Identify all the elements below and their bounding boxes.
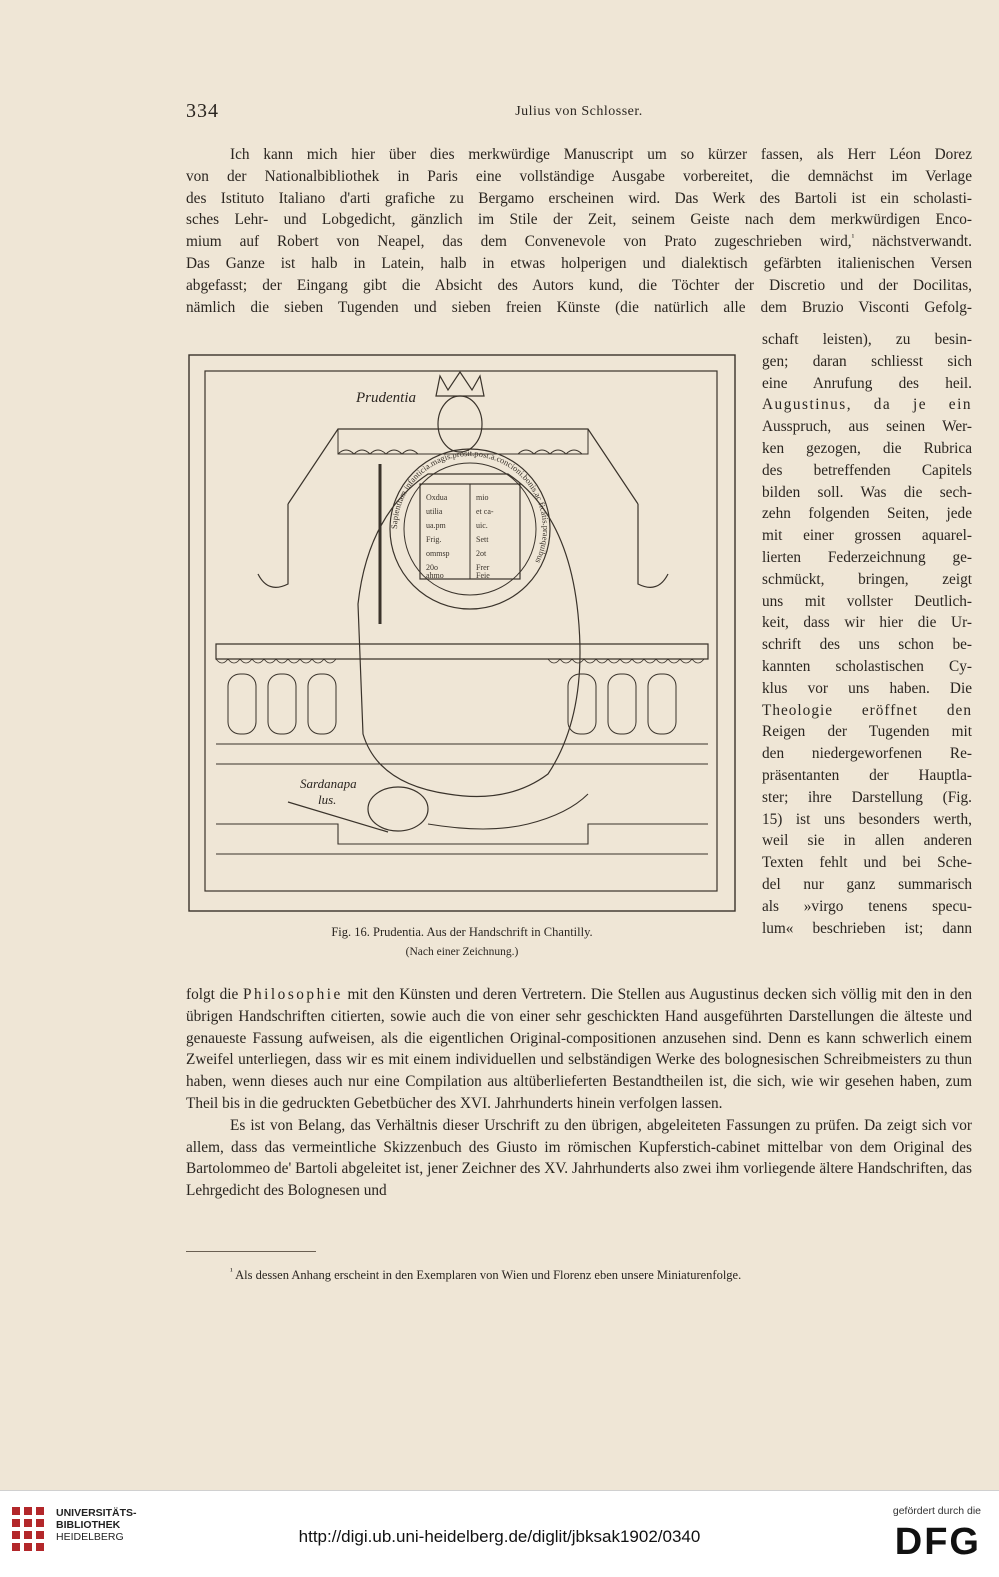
side-line: uns mit vollster Deutlich- (762, 592, 972, 610)
side-line: weil sie in allen anderen (762, 832, 972, 850)
side-line: del nur ganz summarisch (762, 875, 972, 893)
side-line: Augustinus, da je ein (762, 396, 972, 414)
side-line: den niedergeworfenen Re- (762, 745, 972, 763)
caption-sub: (Nach einer Zeichnung.) (405, 946, 519, 958)
side-line: des betreffenden Capitels (762, 461, 972, 479)
book-text: Oxdua (426, 493, 448, 502)
book-text: Frig. (426, 535, 442, 544)
footnote (230, 1265, 970, 1283)
side-line: klus vor uns haben. Die (762, 679, 972, 697)
para1-line: Das Ganze ist halb in Latein, halb in etwas holperigen und dialektisch gefärbten italienischen Versen (186, 254, 972, 272)
book-text: utilia (426, 507, 443, 516)
footnote-ref: ¹ (851, 232, 855, 243)
para1-line: von der Nationalbibliothek in Paris eine vollständige Ausgabe vorbereitet, die demnächst im Verlage (186, 167, 972, 185)
label-sardanapalus-1: Sardanapa (300, 776, 357, 791)
side-line: schrift des uns schon be- (762, 636, 972, 654)
running-title: Julius von Schlosser. (515, 104, 643, 119)
side-line: schaft leisten), zu besin- (762, 331, 972, 348)
book-text: Frer (476, 563, 490, 572)
philosophie-word: Philosophie (243, 986, 343, 1003)
book-text: uic. (476, 521, 488, 530)
paragraph-1-continued (186, 984, 972, 1202)
figure-prudentia (188, 354, 736, 914)
side-line: Theologie eröffnet den (762, 701, 972, 719)
running-head (186, 100, 972, 124)
book-text: Sett (476, 535, 489, 544)
para1-line: sches Lehr- und Lobgedicht, gänzlich im Stile der Zeit, seinem Geiste nach dem merkwürdigen Enco- (186, 211, 972, 229)
para1-line: Ich kann mich hier über dies merkwürdige Manuscript um so kürzer fassen, als Herr Léon Dorez (230, 146, 972, 163)
paragraph-1 (186, 144, 972, 318)
side-line: kannten scholastischen Cy- (762, 657, 972, 675)
side-line: als »virgo tenens specu- (762, 897, 972, 915)
medallion-inscription: Sapientiam.infanticia.magis.prosit.post.a.concioni.bonis.ac.ficatis.praequibus (388, 447, 552, 566)
dfg-logo: DFG (894, 1521, 981, 1563)
book-text: ua.pm (426, 521, 446, 530)
book-text: ahmo (426, 571, 444, 580)
para1-line: mium auf Robert von Neapel, das dem Convenevole von Prato zugeschrieben wird,$^{^1}$ nächstverwandt. (186, 232, 972, 251)
para1-line: des Istituto Italiano d'arti grafiche zu Bergamo erscheinen wird. Das Werk des Bartoli ist ein scholasti- (186, 189, 972, 207)
label-prudentia: Prudentia (356, 390, 416, 406)
side-line: schmückt, bringen, zeigt (762, 570, 972, 588)
side-line: lierten Federzeichnung ge- (762, 548, 972, 566)
side-line: präsentanten der Hauptla- (762, 766, 972, 784)
book-text: mio (476, 493, 489, 502)
para1-continuation: folgt die Philosophie mit den Künsten und deren Vertretern. Die Stellen aus Augustinus decken sich völlig mit den in den übrigen Handschriften citierten, sowie auch die von einer sehr geschickten Hand ausgeführten Darstellungen die älteste und genaueste Fassung aufweisen, als die eigentlichen Original-compositionen anzusehen sind. Denn es kann schwerlich einem Zweifel unterliegen, dass wir es mit einem individuellen und selbständigen Werke des bolognesischen Schreibmeisters zu thun haben, wenn dieses auch nur eine Compilation aus altüberlieferten Bestandtheilen ist, die sich, wie wir gesehen haben, zum Theil bis in die gedruckten Gebetbücher des XVI. Jahrhunderts hinein verfolgen lassen. (186, 986, 972, 1112)
footer-bar (0, 1490, 999, 1577)
book-text: 2ot (476, 549, 487, 558)
side-line: zehn folgenden Seiten, jede (762, 505, 972, 523)
footnote-rule (186, 1251, 316, 1252)
side-line: keit, dass wir hier die Ur- (762, 614, 972, 632)
sponsor-note: gefördert durch die (892, 1505, 981, 1517)
paragraph-2: Es ist von Belang, das Verhältnis dieser Urschrift zu den übrigen, abgeleiteten Fassungen zu prüfen. Da zeigt sich vor allem, dass das vermeintliche Skizzenbuch des Giusto im römischen Kupferstich-cabinet mittelbar von dem Original des Bartolommeo de' Bartoli abgeleitet ist, jener Zeichner des XV. Jahrhunderts also zwei ihm vorliegende ältere Handschriften, das Lehrgedicht des Bolognesen und (186, 1116, 972, 1200)
page-number: 334 (186, 100, 219, 122)
side-line: 15) ist uns besonders werth, (762, 810, 972, 828)
figure-caption (188, 922, 736, 962)
side-line: gen; daran schliesst sich (762, 352, 972, 370)
book-text: Feie (476, 571, 490, 580)
book-text: 20o (426, 563, 438, 572)
side-line: lum« beschrieben ist; dann (762, 919, 972, 937)
book-text: et ca- (476, 507, 494, 516)
book-text: ommsp (426, 549, 450, 558)
source-url-link[interactable]: http://digi.ub.uni-heidelberg.de/diglit/jbksak1902/0340 (298, 1527, 701, 1546)
side-line: eine Anrufung des heil. (762, 374, 972, 392)
side-line: mit einer grossen aquarel- (762, 527, 972, 545)
para1-line: nämlich die sieben Tugenden und sieben freien Künste (die natürlich alle dem Bruzio Visconti Gefolg- (186, 298, 972, 316)
side-line: Reigen der Tugenden mit (762, 723, 972, 741)
footnote-text: Als dessen Anhang erscheint in den Exemplaren von Wien und Florenz eben unsere Miniaturenfolge. (235, 1268, 742, 1282)
side-line: ken gezogen, die Rubrica (762, 439, 972, 457)
side-column (762, 329, 972, 939)
footnote-marker: ¹ (230, 1265, 233, 1276)
caption-main: Fig. 16. Prudentia. Aus der Handschrift in Chantilly. (331, 925, 593, 939)
label-sardanapalus-2: lus. (318, 792, 337, 807)
side-line: bilden soll. Was die sech- (762, 483, 972, 501)
side-line: ster; ihre Darstellung (Fig. (762, 788, 972, 806)
side-line: Texten fehlt und bei Sche- (762, 854, 972, 872)
library-name: UNIVERSITÄTS- BIBLIOTHEK HEIDELBERG (56, 1507, 137, 1543)
para1-line: abgefasst; der Eingang gibt die Absicht des Autors kund, die Töchter der Discretio und der Docilitas, (186, 276, 972, 294)
side-line: Ausspruch, aus seinen Wer- (762, 418, 972, 436)
